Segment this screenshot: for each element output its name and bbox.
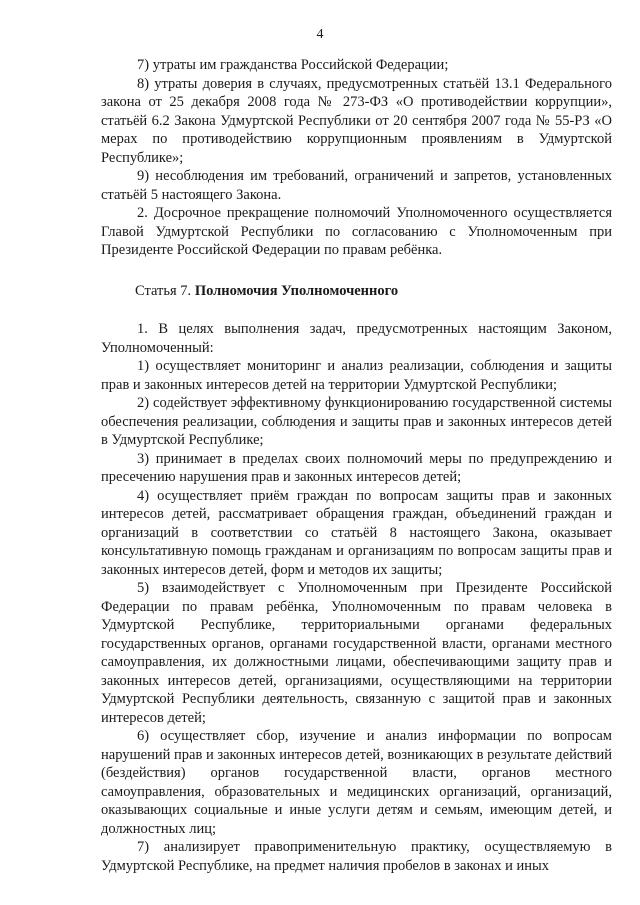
paragraph-early-termination: 2. Досрочное прекращение полномочий Уполномоченного осуществляется Главой Удмуртской Республики по согласованию с Уполномоченным при Президенте Российской Федерации по правам ребёнка. bbox=[101, 205, 612, 258]
article-heading bbox=[101, 282, 612, 301]
spacer bbox=[101, 300, 612, 320]
paragraph-power-2: 2) содействует эффективному функционированию государственной системы обеспечения реализации, соблюдения и защиты прав и законных интересов детей в Удмуртской Республике; bbox=[101, 395, 612, 448]
paragraph-intro: 1. В целях выполнения задач, предусмотренных настоящим Законом, Уполномоченный: bbox=[101, 321, 612, 356]
paragraph-power-5: 5) взаимодействует с Уполномоченным при Президенте Российской Федерации по правам ребёнка, Уполномоченным по правам человека в Удмуртской Республике, территориальными органами федеральных государственных органов, органами государственной власти, органами местного самоуправления, их должностными лицами, обеспечивающими защиту прав и законных интересов детей, организациями, осуществляющими на территории Удмуртской Республики деятельность, связанную с защитой прав и законных интересов детей; bbox=[101, 580, 612, 726]
paragraph-power-3: 3) принимает в пределах своих полномочий меры по предупреждению и пресечению нарушения прав и законных интересов детей; bbox=[101, 450, 612, 485]
paragraph-item-8: 8) утраты доверия в случаях, предусмотренных статьёй 13.1 Федерального закона от 25 декабря 2008 года № 273-ФЗ «О противодействии коррупции», статьёй 6.2 Закона Удмуртской Республики от 20 сентября 2007 года № 55-РЗ «О мерах по противодействию коррупционным проявлениям в Удмуртской Республике»; bbox=[101, 75, 612, 166]
paragraph-item-7: 7) утраты им гражданства Российской Федерации; bbox=[137, 57, 449, 73]
page-number: 4 bbox=[316, 27, 324, 42]
paragraph-power-4: 4) осуществляет приём граждан по вопросам защиты прав и законных интересов детей, рассматривает обращения граждан, объединений граждан и организаций в соответствии со статьёй 8 настоящего Закона, оказывает консультативную помощь гражданам и организациям по вопросам защиты прав и законных интересов детей, форм и методов их защиты; bbox=[101, 487, 612, 578]
paragraph-power-7: 7) анализирует правоприменительную практику, осуществляемую в Удмуртской Республике, на предмет наличия пробелов в законах и иных bbox=[101, 839, 612, 874]
paragraph-power-6: 6) осуществляет сбор, изучение и анализ информации по вопросам нарушений прав и законных интересов детей, возникающих в результате действий (бездействия) органов государственной власти, органов местного самоуправления, образовательных и медицинских организаций, организаций, оказывающих социальные и иные услуги детям и семьям, имеющим детей, и должностных лиц; bbox=[101, 728, 612, 837]
paragraph-power-1: 1) осуществляет мониторинг и анализ реализации, соблюдения и защиты прав и законных интересов детей на территории Удмуртской Республики; bbox=[101, 358, 612, 393]
article-title: Полномочия Уполномоченного bbox=[194, 282, 399, 299]
paragraph-item-9: 9) несоблюдения им требований, ограничений и запретов, установленных статьёй 5 настоящего Закона. bbox=[101, 168, 612, 203]
article-prefix: Статья 7. bbox=[135, 282, 192, 299]
document-body bbox=[101, 56, 612, 875]
